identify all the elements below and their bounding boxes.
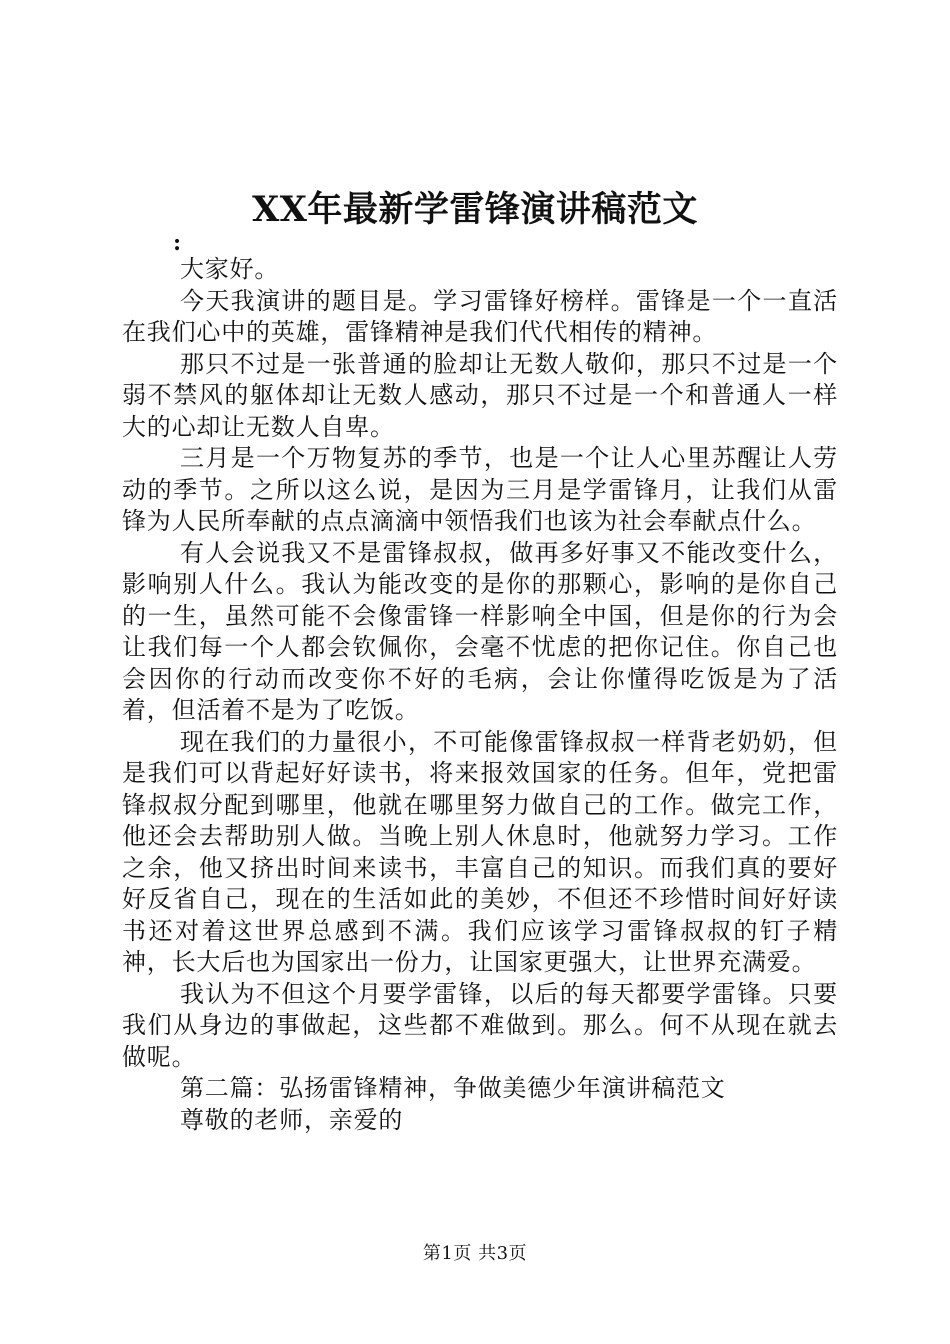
paragraph-ordinary-face: 那只不过是一张普通的脸却让无数人敬仰，那只不过是一个弱不禁风的躯体却让无数人感动，那只不过是一个和普通人一样大的心却让无数人自卑。	[122, 349, 838, 441]
page-number: 第1页 共3页	[422, 1243, 528, 1264]
paragraph-study: 现在我们的力量很小，不可能像雷锋叔叔一样背老奶奶，但是我们可以背起好好读书，将来报效国家的任务。但年，党把雷锋叔叔分配到哪里，他就在哪里努力做自己的工作。做完工作，他还会去帮助别人做。当晚上别人休息时，他就努力学习。工作之余，他又挤出时间来读书，丰富自己的知识。而我们真的要好好反省自己，现在的生活如此的美妙，不但还不珍惜时间好好读书还对着这世界总感到不满。我们应该学习雷锋叔叔的钉子精神，长大后也为国家出一份力，让国家更强大，让世界充满爱。	[122, 727, 838, 976]
paragraph-everyday: 我认为不但这个月要学雷锋，以后的每天都要学雷锋。只要我们从身边的事做起，这些都不难做到。那么。何不从现在就去做呢。	[122, 979, 838, 1071]
paragraph-change: 有人会说我又不是雷锋叔叔，做再多好事又不能改变什么，影响别人什么。我认为能改变的是你的那颗心，影响的是你自己的一生，虽然可能不会像雷锋一样影响全中国，但是你的行为会让我们每一个人都会钦佩你，会毫不忧虑的把你记住。你自己也会因你的行动而改变你不好的毛病，会让你懂得吃饭是为了活着，但活着不是为了吃饭。	[122, 538, 838, 724]
document-body	[122, 232, 838, 1136]
salutation-colon: :	[173, 230, 182, 256]
paragraph-topic: 今天我演讲的题目是。学习雷锋好榜样。雷锋是一个一直活在我们心中的英雄，雷锋精神是我们代代相传的精神。	[122, 286, 838, 346]
paragraph-greeting: 大家好。	[180, 255, 280, 283]
paragraph-march: 三月是一个万物复苏的季节，也是一个让人心里苏醒让人劳动的季节。之所以这么说，是因为三月是学雷锋月，让我们从雷锋为人民所奉献的点点滴滴中领悟我们也该为社会奉献点什么。	[122, 444, 838, 535]
second-article-salutation: 尊敬的老师，亲爱的	[180, 1105, 404, 1134]
second-article-heading: 第二篇：弘扬雷锋精神，争做美德少年演讲稿范文	[180, 1074, 726, 1102]
document-title: XX年最新学雷锋演讲稿范文	[252, 189, 698, 230]
